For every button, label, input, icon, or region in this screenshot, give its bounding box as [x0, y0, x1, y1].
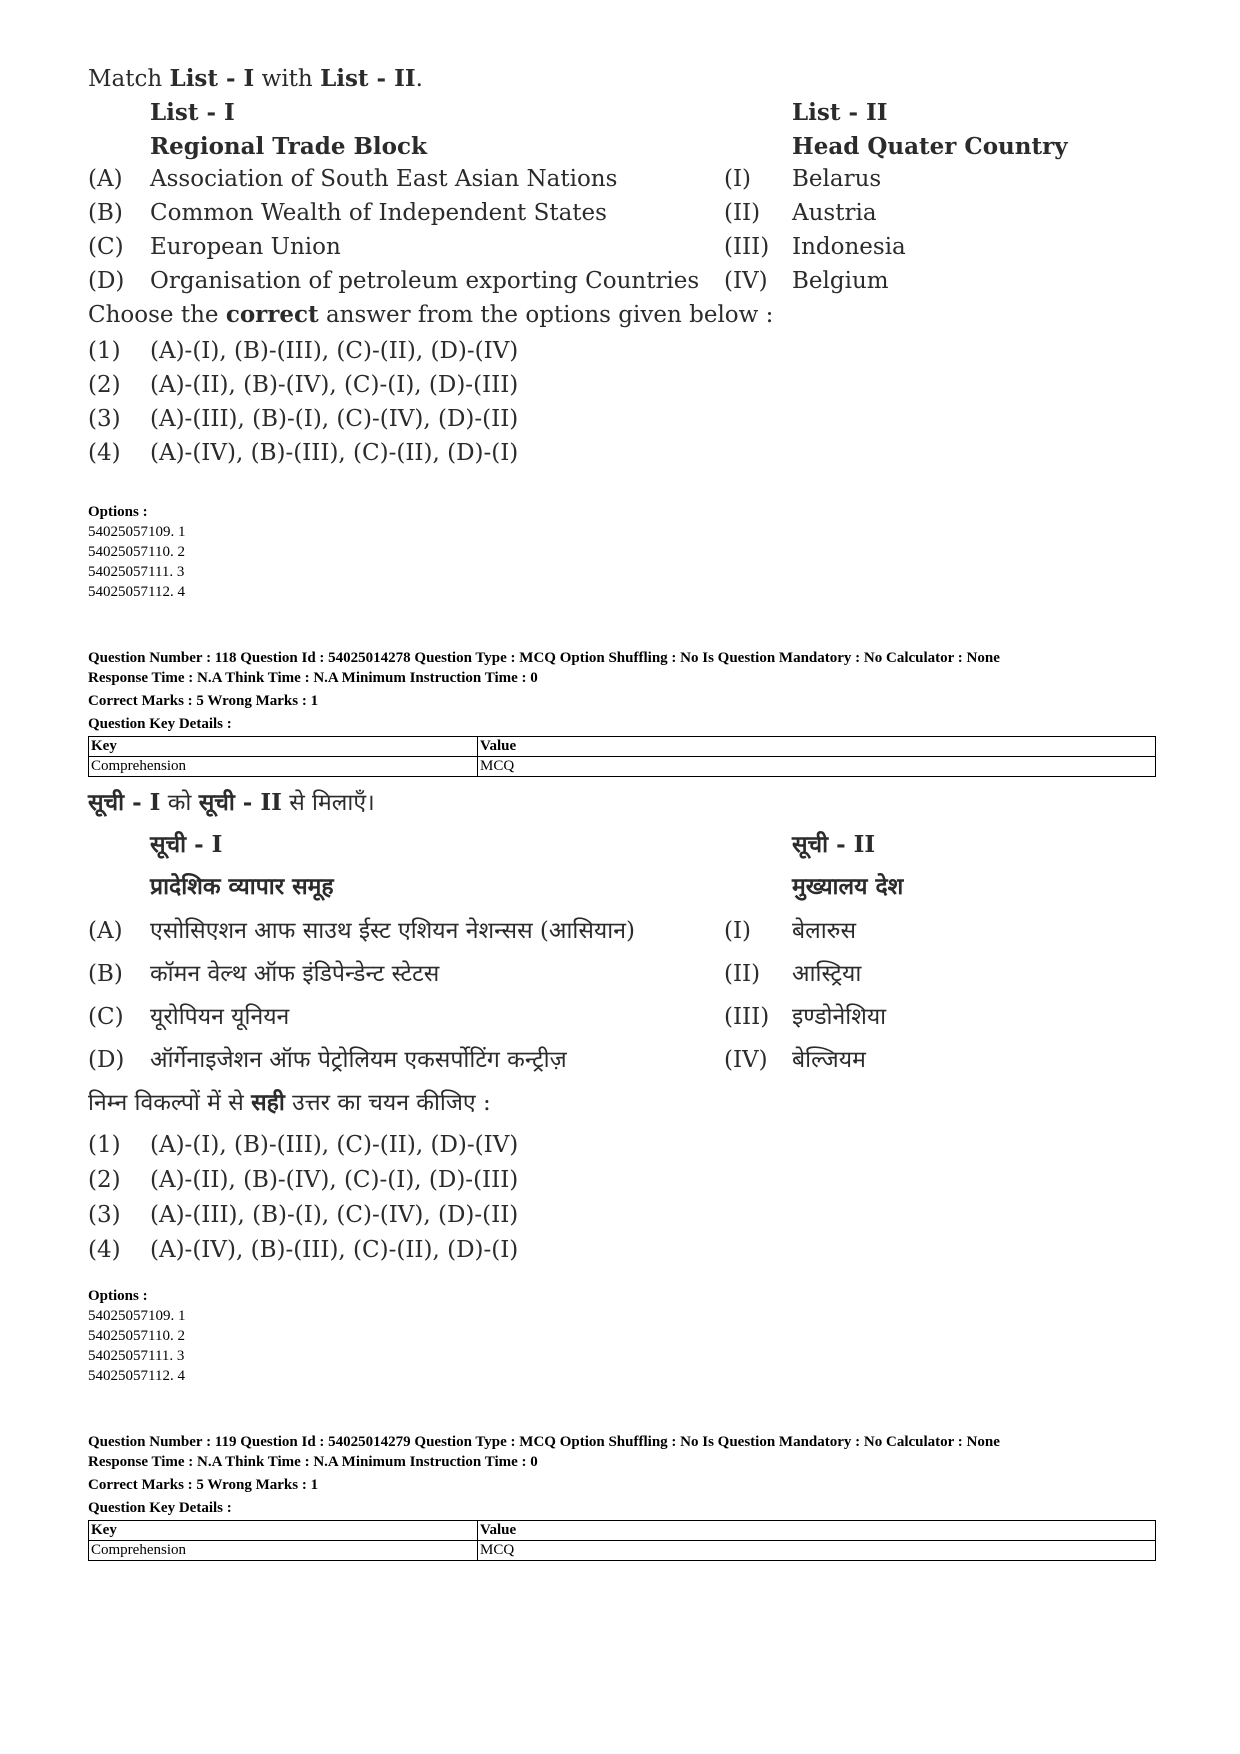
answer-text: (A)-(I), (B)-(III), (C)-(II), (D)-(IV): [150, 338, 519, 364]
instruction-text: .: [415, 66, 423, 92]
answer-option: [88, 404, 1088, 438]
answer-number: (1): [88, 338, 121, 364]
match-row: [88, 232, 1088, 266]
question-meta-line: Question Number : 118 Question Id : 54025014278 Question Type : MCQ Option Shuffling : No Is Question Mandatory : No Calculator : None: [88, 650, 1000, 666]
row-right-text: Belarus: [792, 166, 882, 192]
option-id: 54025057110. 2: [88, 1328, 185, 1344]
match-row: [88, 198, 1088, 232]
options-block: [88, 1286, 186, 1386]
table-cell-key: Comprehension: [89, 1541, 478, 1561]
list1-title: List - I: [150, 99, 235, 126]
row-right-label: (IV): [724, 1047, 768, 1073]
table-header-value: Value: [478, 1521, 1156, 1541]
list2-subtitle: मुख्यालय देश: [792, 873, 904, 900]
choose-text: answer from the options given below :: [318, 302, 774, 328]
choose-instruction: [88, 300, 773, 330]
row-label: (A): [88, 166, 123, 192]
key-details-label: Question Key Details :: [88, 1500, 232, 1516]
answer-text: (A)-(IV), (B)-(III), (C)-(II), (D)-(I): [150, 1237, 519, 1263]
answer-number: (2): [88, 1167, 121, 1193]
answer-number: (4): [88, 1237, 121, 1263]
list1-title: सूची - I: [150, 831, 223, 858]
table-header-row: [89, 1521, 1156, 1541]
row-right-label: (II): [724, 961, 761, 987]
table-header-key: Key: [89, 1521, 478, 1541]
match-row: [88, 1002, 1088, 1036]
answer-number: (3): [88, 1202, 121, 1228]
instruction-list2: List - II: [320, 65, 416, 92]
option-id: 54025057112. 4: [88, 584, 185, 600]
question-instruction: [88, 788, 375, 818]
question-meta-line: Response Time : N.A Think Time : N.A Minimum Instruction Time : 0: [88, 1454, 538, 1470]
row-label: (B): [88, 961, 123, 987]
instruction-text: with: [254, 66, 321, 92]
question-meta-line: Response Time : N.A Think Time : N.A Minimum Instruction Time : 0: [88, 670, 538, 686]
row-text: कॉमन वेल्थ ऑफ इंडिपेन्डेन्ट स्टेटस: [150, 961, 440, 987]
instruction-text: से मिलाएँ।: [281, 790, 375, 816]
answer-number: (1): [88, 1132, 121, 1158]
instruction-list1: List - I: [169, 65, 255, 92]
choose-bold: correct: [225, 301, 319, 328]
row-right-label: (III): [724, 1004, 770, 1030]
row-label: (D): [88, 268, 125, 294]
answer-option: [88, 438, 1088, 472]
question-119-meta: [88, 1432, 1000, 1518]
option-id: 54025057110. 2: [88, 544, 185, 560]
answer-option: [88, 1235, 1088, 1269]
table-header-row: [89, 737, 1156, 757]
row-right-label: (II): [724, 200, 761, 226]
match-row: [88, 1045, 1088, 1079]
answer-option: [88, 336, 1088, 370]
row-right-label: (I): [724, 918, 752, 944]
row-right-text: आस्ट्रिया: [792, 961, 862, 987]
option-id: 54025057111. 3: [88, 1348, 185, 1364]
instruction-list1: सूची - I: [88, 789, 161, 816]
question-key-table: [88, 1520, 1156, 1561]
answer-text: (A)-(III), (B)-(I), (C)-(IV), (D)-(II): [150, 1202, 519, 1228]
match-row: [88, 266, 1088, 300]
key-details-label: Question Key Details :: [88, 716, 232, 732]
option-id: 54025057109. 1: [88, 1308, 186, 1324]
row-right-label: (I): [724, 166, 752, 192]
row-label: (C): [88, 1004, 124, 1030]
choose-instruction: [88, 1088, 491, 1118]
answer-option: [88, 1165, 1088, 1199]
options-label: Options :: [88, 504, 148, 520]
choose-text: निम्न विकल्पों में से: [88, 1090, 252, 1116]
instruction-list2: सूची - II: [198, 789, 282, 816]
answer-option: [88, 1200, 1088, 1234]
question-instruction: [88, 64, 423, 94]
table-cell-key: Comprehension: [89, 757, 478, 777]
question-118-image: [88, 788, 1088, 1278]
row-label: (A): [88, 918, 123, 944]
option-id: 54025057109. 1: [88, 524, 186, 540]
answer-option: [88, 370, 1088, 404]
choose-text: उत्तर का चयन कीजिए :: [284, 1090, 491, 1116]
table-cell-value: MCQ: [478, 1541, 1156, 1561]
marks-line: Correct Marks : 5 Wrong Marks : 1: [88, 693, 319, 709]
table-header-key: Key: [89, 737, 478, 757]
answer-text: (A)-(II), (B)-(IV), (C)-(I), (D)-(III): [150, 1167, 519, 1193]
marks-line: Correct Marks : 5 Wrong Marks : 1: [88, 1477, 319, 1493]
option-id: 54025057111. 3: [88, 564, 185, 580]
match-row: [88, 916, 1088, 950]
row-text: यूरोपियन यूनियन: [150, 1004, 290, 1030]
question-117-image: [88, 64, 1088, 494]
choose-text: Choose the: [88, 302, 226, 328]
row-text: Organisation of petroleum exporting Countries: [150, 268, 700, 294]
question-key-table: [88, 736, 1156, 777]
answer-option: [88, 1130, 1088, 1164]
list2-title: List - II: [792, 99, 888, 126]
row-text: ऑर्गेनाइजेशन ऑफ पेट्रोलियम एकसर्पोटिंग कन्ट्रीज़: [150, 1047, 567, 1073]
answer-text: (A)-(IV), (B)-(III), (C)-(II), (D)-(I): [150, 440, 519, 466]
table-row: [89, 757, 1156, 777]
question-meta-line: Question Number : 119 Question Id : 54025014279 Question Type : MCQ Option Shuffling : No Is Question Mandatory : No Calculator : None: [88, 1434, 1000, 1450]
row-right-text: बेलारुस: [792, 918, 856, 944]
match-row: [88, 164, 1088, 198]
row-text: एसोसिएशन आफ साउथ ईस्ट एशियन नेशन्सस (आसियान): [150, 918, 635, 944]
row-label: (B): [88, 200, 123, 226]
list1-subtitle: प्रादेशिक व्यापार समूह: [150, 873, 334, 900]
choose-bold: सही: [251, 1089, 285, 1116]
answer-text: (A)-(I), (B)-(III), (C)-(II), (D)-(IV): [150, 1132, 519, 1158]
answer-text: (A)-(II), (B)-(IV), (C)-(I), (D)-(III): [150, 372, 519, 398]
options-block: [88, 502, 186, 602]
row-right-text: Belgium: [792, 268, 889, 294]
table-row: [89, 1541, 1156, 1561]
list2-title: सूची - II: [792, 831, 876, 858]
row-label: (C): [88, 234, 124, 260]
row-right-text: बेल्जियम: [792, 1047, 866, 1073]
row-right-label: (III): [724, 234, 770, 260]
row-text: European Union: [150, 234, 341, 260]
row-right-text: Austria: [792, 200, 877, 226]
option-id: 54025057112. 4: [88, 1368, 185, 1384]
answer-number: (3): [88, 406, 121, 432]
answer-number: (4): [88, 440, 121, 466]
question-118-meta: [88, 648, 1000, 734]
list1-subtitle: Regional Trade Block: [150, 133, 427, 160]
answer-number: (2): [88, 372, 121, 398]
answer-text: (A)-(III), (B)-(I), (C)-(IV), (D)-(II): [150, 406, 519, 432]
row-right-label: (IV): [724, 268, 768, 294]
instruction-text: Match: [88, 66, 170, 92]
list2-subtitle: Head Quater Country: [792, 133, 1068, 160]
row-right-text: इण्डोनेशिया: [792, 1004, 887, 1030]
row-right-text: Indonesia: [792, 234, 906, 260]
table-header-value: Value: [478, 737, 1156, 757]
match-row: [88, 959, 1088, 993]
options-label: Options :: [88, 1288, 148, 1304]
table-cell-value: MCQ: [478, 757, 1156, 777]
row-text: Common Wealth of Independent States: [150, 200, 607, 226]
row-label: (D): [88, 1047, 125, 1073]
row-text: Association of South East Asian Nations: [150, 166, 618, 192]
instruction-text: को: [160, 790, 199, 816]
